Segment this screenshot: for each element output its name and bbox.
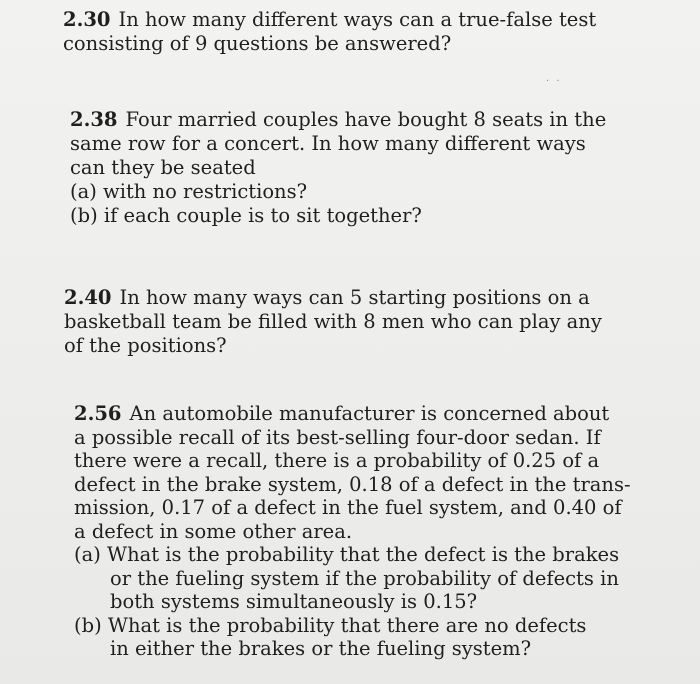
problem-line xyxy=(63,8,603,32)
problem-text: a defect in some other area. xyxy=(74,519,353,543)
problem-part-a: (a) with no restrictions? xyxy=(70,180,308,203)
problem-text: consisting of 9 questions be answered? xyxy=(63,32,452,55)
problem-number: 2.56 xyxy=(74,402,122,425)
problem-text: Four married couples have bought 8 seats in the xyxy=(125,108,607,131)
part-label: (a) xyxy=(74,543,101,566)
problem-text: of the positions? xyxy=(64,334,227,357)
problem-2-40 xyxy=(64,286,602,358)
problem-text: same row for a concert. In how many different ways xyxy=(70,132,586,155)
part-text: both systems simultaneously is 0.15? xyxy=(110,590,478,613)
smudge-dots: · · xyxy=(546,76,562,87)
problem-text: can they be seated xyxy=(70,156,256,179)
problem-part-b: (b) if each couple is to sit together? xyxy=(70,204,422,227)
problem-text: mission, 0.17 of a defect in the fuel system, and 0.40 of xyxy=(74,496,622,519)
part-label: (b) xyxy=(74,613,102,637)
part-text: in either the brakes or the fueling system? xyxy=(110,637,532,660)
problem-text: An automobile manufacturer is concerned about xyxy=(129,402,610,425)
problem-text: basketball team be filled with 8 men who can play any xyxy=(64,310,602,333)
problem-text: In how many different ways can a true-false test xyxy=(118,8,597,31)
problem-text: there were a recall, there is a probability of 0.25 of a xyxy=(74,449,600,472)
problem-line xyxy=(64,286,599,310)
problem-number: 2.40 xyxy=(64,286,112,309)
problem-part-a xyxy=(74,543,620,567)
problem-line xyxy=(70,108,605,132)
problem-text: defect in the brake system, 0.18 of a defect in the trans- xyxy=(74,472,631,496)
problem-number: 2.38 xyxy=(70,108,118,131)
problem-part-b xyxy=(74,614,599,638)
part-text: What is the probability that the defect is the brakes xyxy=(107,543,620,566)
problem-text: In how many ways can 5 starting positions on a xyxy=(119,286,590,309)
problem-number: 2.30 xyxy=(63,8,111,31)
part-text: What is the probability that there are no defects xyxy=(107,613,587,637)
problem-line xyxy=(74,402,610,426)
problem-2-38 xyxy=(70,108,605,228)
problem-text: a possible recall of its best-selling four-door sedan. If xyxy=(74,425,601,449)
part-text: or the fueling system if the probability of defects in xyxy=(110,566,619,590)
problem-2-30 xyxy=(63,8,603,56)
problem-2-56 xyxy=(74,402,631,661)
